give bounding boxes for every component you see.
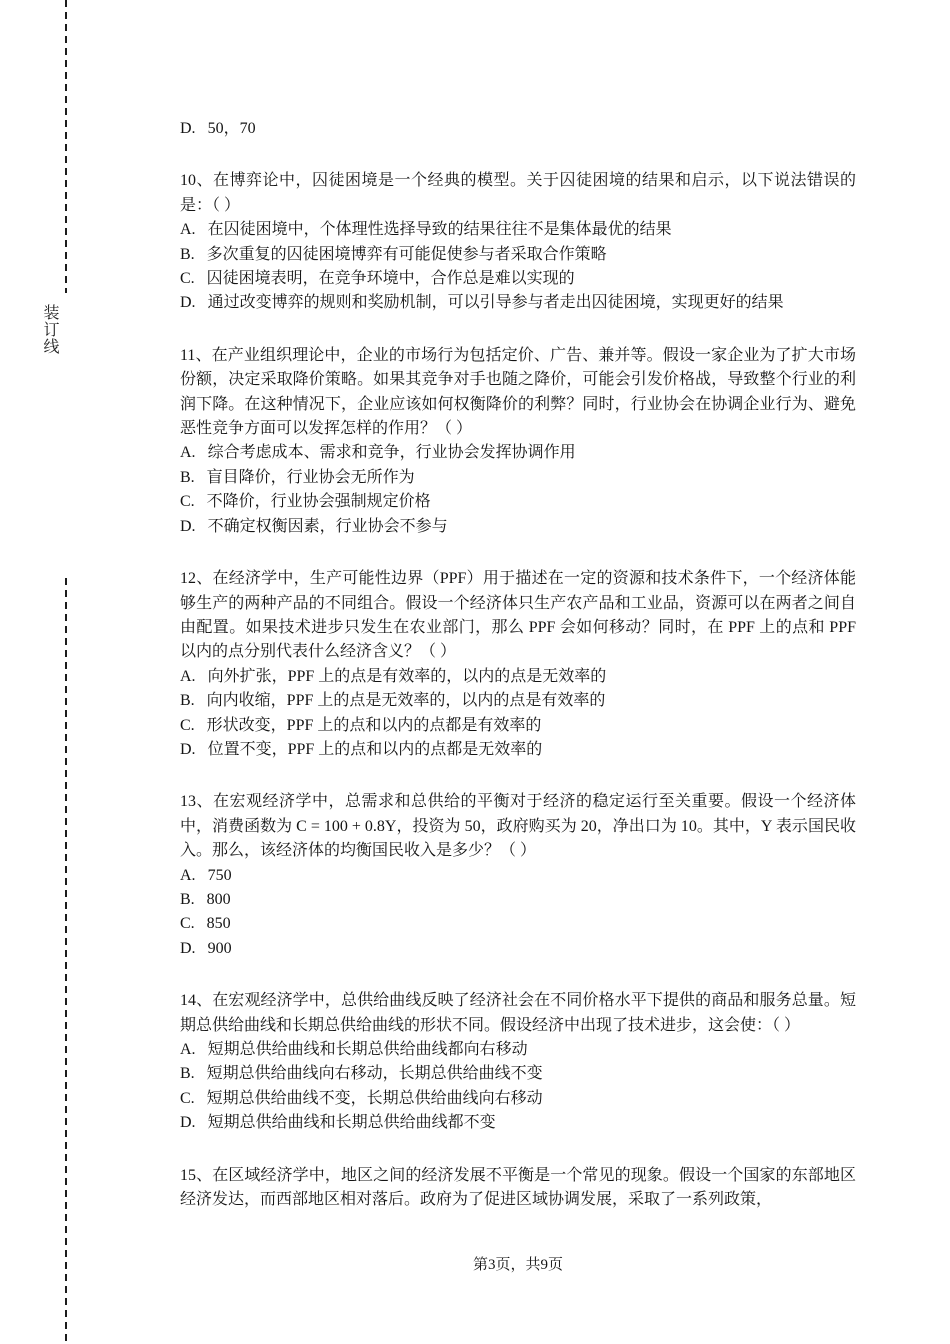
option-text: 位置不变，PPF 上的点和以内的点都是无效率的 (207, 740, 543, 758)
question-12-option-c (180, 714, 856, 738)
question-11-option-c (180, 490, 856, 514)
question-9-remainder (180, 117, 856, 141)
question-12-option-a (180, 665, 856, 689)
question-14-option-a (180, 1038, 856, 1062)
option-text: 50，70 (207, 120, 256, 137)
option-text: 盲目降价，行业协会无所作为 (206, 468, 415, 486)
option-text: 短期总供给曲线不变，长期总供给曲线向右移动 (206, 1089, 543, 1107)
option-label: D. (180, 939, 196, 957)
question-15-stem: 15、在区域经济学中，地区之间的经济发展不平衡是一个常见的现象。假设一个国家的东部地区经济发达，而西部地区相对落后。政府为了促进区域协调发展，采取了一系列政策， (180, 1166, 856, 1209)
question-13-option-c (180, 912, 856, 936)
option-label: B. (180, 468, 195, 486)
option-text: 900 (207, 939, 232, 957)
question-15-partial (180, 1164, 856, 1213)
option-label: C. (180, 915, 195, 933)
question-14-option-c (180, 1087, 856, 1111)
question-14 (180, 989, 856, 1135)
question-9-option-d (180, 117, 856, 141)
question-13-option-d (180, 937, 856, 961)
option-label: C. (180, 1089, 195, 1107)
question-13-option-a (180, 864, 856, 888)
option-text: 短期总供给曲线向右移动，长期总供给曲线不变 (206, 1065, 543, 1083)
question-12-option-d (180, 738, 856, 762)
option-text: 短期总供给曲线和长期总供给曲线都不变 (207, 1114, 496, 1132)
question-10-option-a (180, 218, 856, 242)
option-text: 通过改变博弈的规则和奖励机制，可以引导参与者走出囚徒困境，实现更好的结果 (207, 294, 784, 312)
binding-line-label: 装订线 (41, 304, 58, 355)
question-11-option-d (180, 515, 856, 539)
option-text: 综合考虑成本、需求和竞争，行业协会发挥协调作用 (207, 444, 576, 462)
exam-content (180, 117, 856, 1212)
option-label: A. (180, 221, 196, 239)
option-label: D. (180, 517, 196, 535)
question-10-option-c (180, 267, 856, 291)
option-label: B. (180, 245, 195, 263)
option-label: D. (180, 294, 196, 312)
question-12-stem: 12、在经济学中，生产可能性边界（PPF）用于描述在一定的资源和技术条件下，一个经济体能够生产的两种产品的不同组合。假设一个经济体只生产农产品和工业品，资源可以在两者之间自由配置。如果技术进步只发生在农业部门，那么 PPF 会如何移动？同时，在 PPF 上的点和 PPF 以内的点分别代表什么经济含义？（ ） (180, 570, 856, 661)
question-10-option-b (180, 243, 856, 267)
option-text: 不确定权衡因素，行业协会不参与 (207, 517, 448, 535)
option-text: 向内收缩，PPF 上的点是无效率的，以内的点是有效率的 (206, 692, 606, 710)
option-label: C. (180, 716, 195, 734)
option-label: A. (180, 667, 196, 685)
option-label: B. (180, 890, 195, 908)
question-13-stem: 13、在宏观经济学中，总需求和总供给的平衡对于经济的稳定运行至关重要。假设一个经济体中，消费函数为 C = 100 + 0.8Y，投资为 50，政府购买为 20，净出口为 10。其中，Y 表示国民收入。那么，该经济体的均衡国民收入是多少？（ ） (180, 793, 856, 860)
option-text: 囚徒困境表明，在竞争环境中，合作总是难以实现的 (206, 270, 575, 288)
option-label: C. (180, 493, 195, 511)
option-text: 850 (206, 915, 231, 933)
binding-line-dash-bottom (65, 578, 67, 1344)
option-text: 不降价，行业协会强制规定价格 (206, 493, 431, 511)
question-13-option-b (180, 888, 856, 912)
option-text: 短期总供给曲线和长期总供给曲线都向右移动 (207, 1041, 528, 1058)
option-label: A. (180, 444, 196, 462)
question-10 (180, 169, 856, 315)
option-label: A. (180, 1041, 196, 1058)
option-label: B. (180, 692, 195, 710)
option-label: D. (180, 740, 196, 758)
question-14-stem: 14、在宏观经济学中，总供给曲线反映了经济社会在不同价格水平下提供的商品和服务总量。短期总供给曲线和长期总供给曲线的形状不同。假设经济中出现了技术进步，这会使：（ ） (180, 992, 856, 1034)
option-text: 向外扩张，PPF 上的点是有效率的，以内的点是无效率的 (207, 667, 607, 685)
option-text: 800 (206, 890, 231, 908)
question-14-option-b (180, 1062, 856, 1086)
option-text: 750 (207, 866, 232, 884)
option-text: 在囚徒困境中，个体理性选择导致的结果往往不是集体最优的结果 (207, 221, 672, 239)
option-label: D. (180, 120, 196, 137)
option-text: 形状改变，PPF 上的点和以内的点都是有效率的 (206, 716, 542, 734)
question-12 (180, 567, 856, 762)
question-14-option-d (180, 1111, 856, 1135)
question-11 (180, 344, 856, 539)
option-label: A. (180, 866, 196, 884)
option-label: C. (180, 270, 195, 288)
question-10-option-d (180, 291, 856, 315)
question-10-stem: 10、在博弈论中，囚徒困境是一个经典的模型。关于囚徒困境的结果和启示，以下说法错误的是：（ ） (180, 172, 856, 214)
question-13 (180, 790, 856, 961)
question-11-option-a (180, 441, 856, 465)
option-label: D. (180, 1114, 196, 1132)
page-footer: 第3页，共9页 (472, 1257, 563, 1273)
question-12-option-b (180, 689, 856, 713)
question-11-option-b (180, 466, 856, 490)
option-text: 多次重复的囚徒困境博弈有可能促使参与者采取合作策略 (206, 245, 607, 263)
binding-line-dash-top (65, 0, 67, 293)
question-11-stem: 11、在产业组织理论中，企业的市场行为包括定价、广告、兼并等。假设一家企业为了扩大市场份额，决定采取降价策略。如果其竞争对手也随之降价，可能会引发价格战，导致整个行业的利润下降。在这种情况下，企业应该如何权衡降价的利弊？同时，行业协会在协调企业行为、避免恶性竞争方面可以发挥怎样的作用？（ ） (180, 346, 856, 438)
option-label: B. (180, 1065, 195, 1083)
